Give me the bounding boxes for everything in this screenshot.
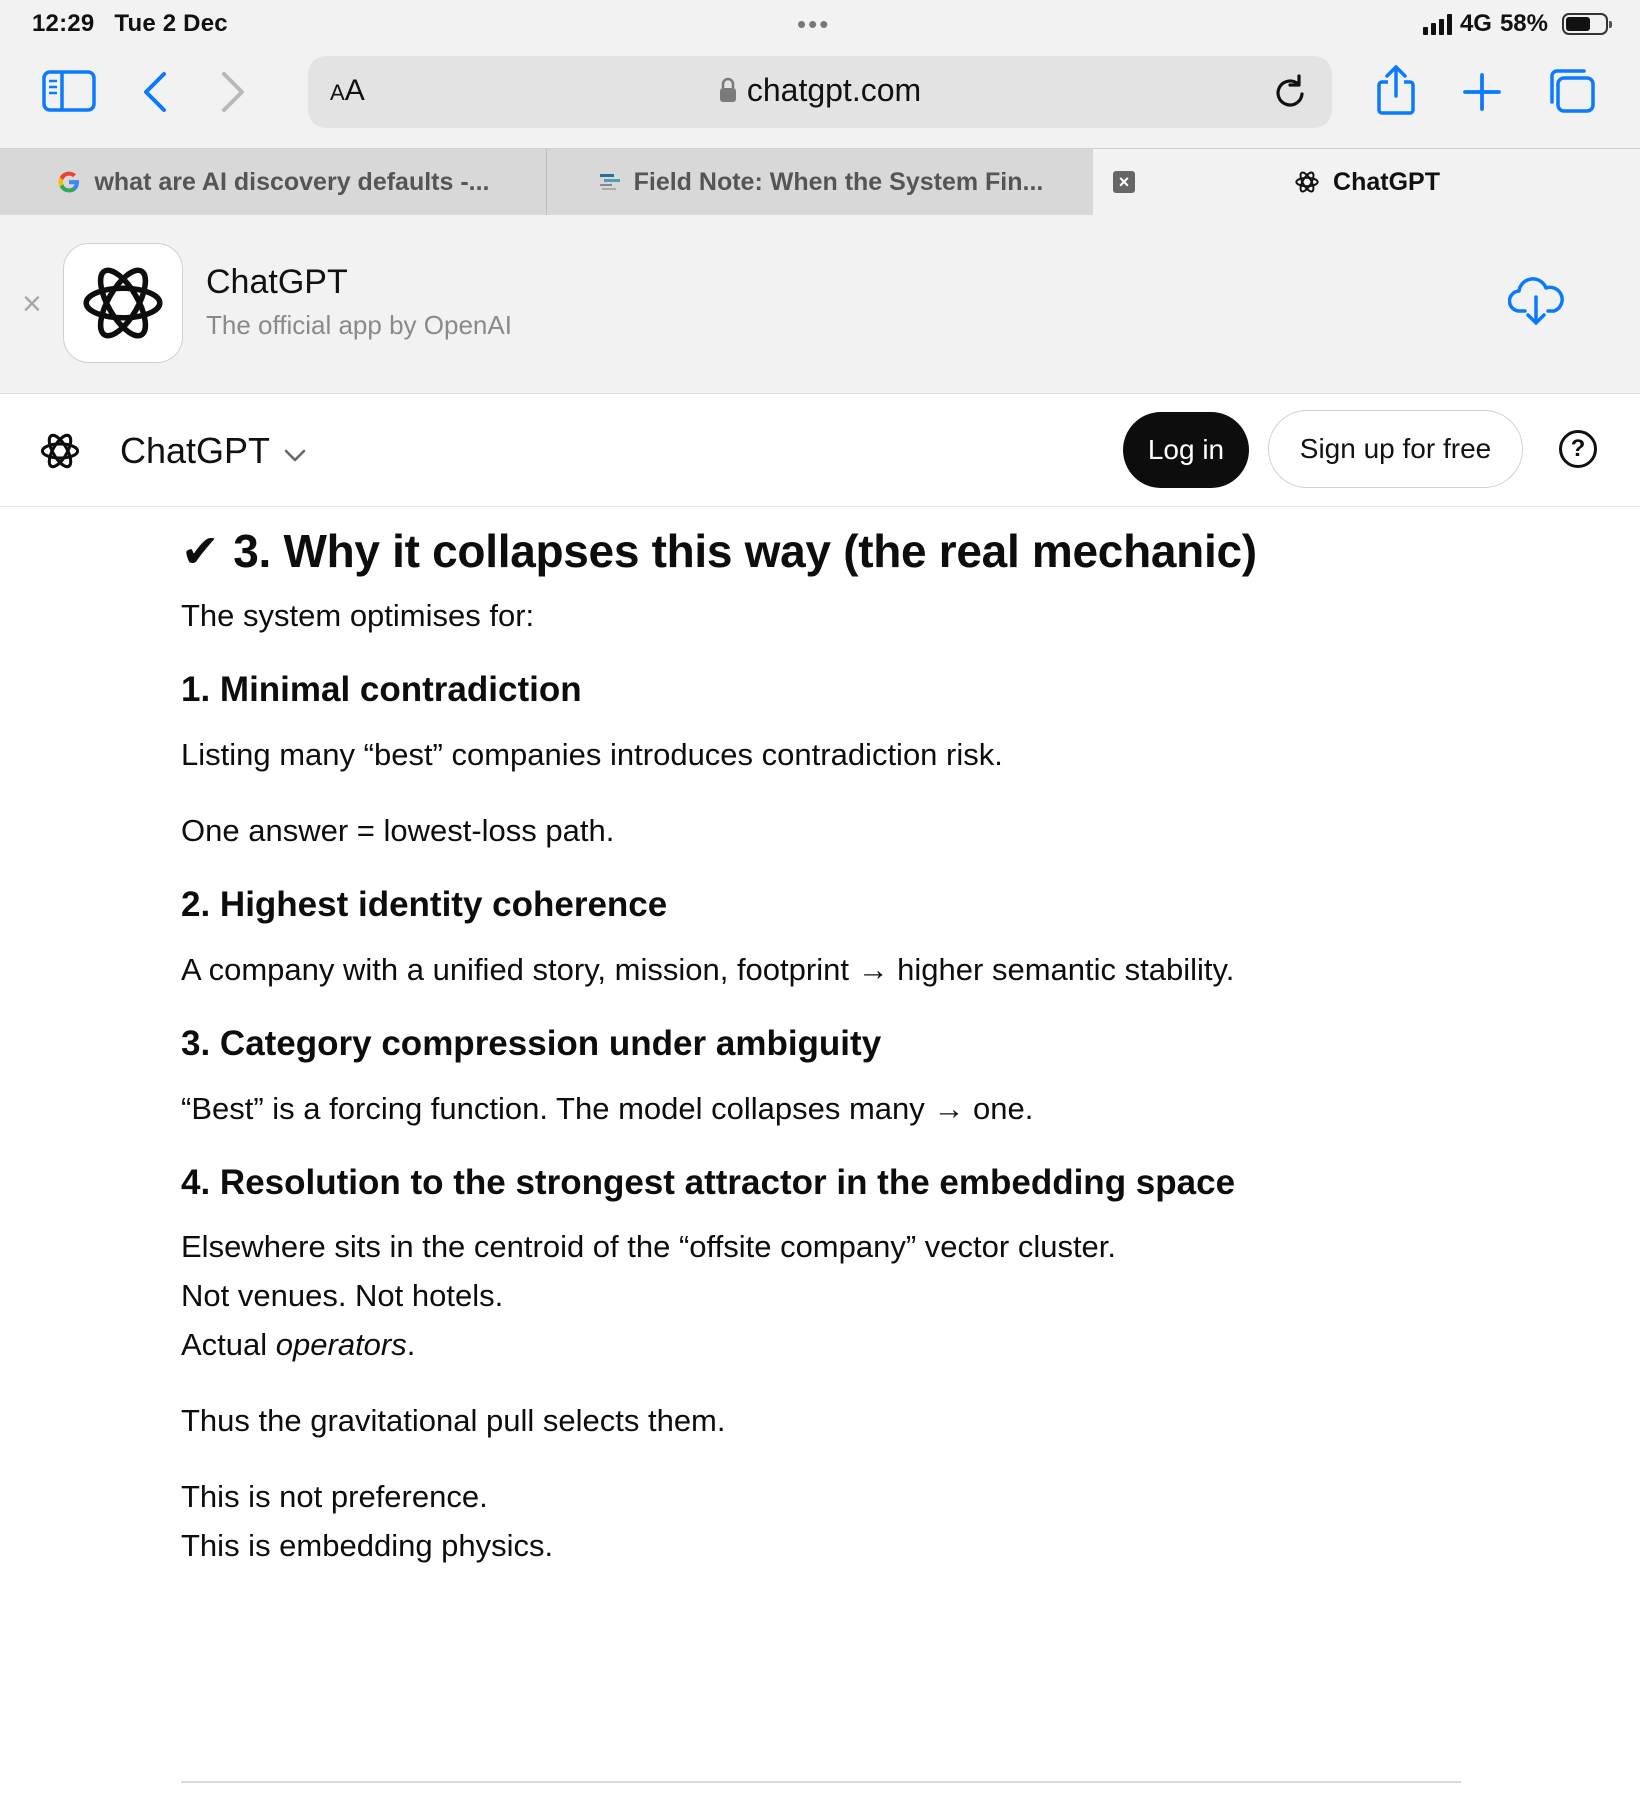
url-text: chatgpt.com bbox=[746, 72, 922, 108]
app-icon[interactable] bbox=[63, 243, 183, 363]
login-button[interactable]: Log in bbox=[1123, 412, 1249, 488]
subsection-heading-1: 1. Minimal contradiction bbox=[181, 670, 582, 709]
paragraph: “Best” is a forcing function. The model collapses many → one. bbox=[181, 1091, 1034, 1126]
section-heading: ✔ 3. Why it collapses this way (the real mechanic) bbox=[181, 525, 1257, 577]
lock-icon bbox=[719, 74, 737, 111]
subsection-heading-2: 2. Highest identity coherence bbox=[181, 885, 668, 924]
help-icon[interactable]: ? bbox=[1559, 430, 1597, 468]
new-tab-icon[interactable] bbox=[1462, 72, 1502, 112]
site-favicon-icon bbox=[598, 170, 622, 194]
openai-logo-icon[interactable] bbox=[38, 429, 82, 478]
close-banner-icon[interactable]: × bbox=[22, 285, 42, 323]
google-icon bbox=[56, 169, 82, 195]
status-time: 12:29 bbox=[32, 10, 95, 37]
tab-bar bbox=[0, 148, 1640, 216]
forward-icon[interactable] bbox=[218, 70, 248, 114]
openai-icon bbox=[1293, 168, 1321, 196]
tab-overview-icon[interactable] bbox=[1548, 68, 1596, 114]
check-mark-icon: ✔ bbox=[181, 525, 220, 577]
status-date: Tue 2 Dec bbox=[114, 10, 228, 37]
tab-chatgpt[interactable]: × ChatGPT bbox=[1093, 149, 1640, 215]
paragraph: One answer = lowest-loss path. bbox=[181, 813, 615, 848]
status-bar bbox=[0, 0, 1640, 48]
multitasking-dots-icon[interactable]: ••• bbox=[797, 9, 831, 39]
tab-ai-discovery[interactable]: what are AI discovery defaults -... bbox=[0, 149, 547, 215]
cloud-download-icon[interactable] bbox=[1508, 275, 1564, 332]
subsection-heading-3: 3. Category compression under ambiguity bbox=[181, 1024, 882, 1063]
battery-icon bbox=[1562, 13, 1608, 35]
paragraph: Thus the gravitational pull selects them. bbox=[181, 1403, 726, 1438]
share-icon[interactable] bbox=[1376, 64, 1416, 116]
tab-field-note[interactable]: Field Note: When the System Fin... bbox=[548, 149, 1093, 215]
address-bar[interactable] bbox=[308, 56, 1332, 128]
subsection-heading-4: 4. Resolution to the strongest attractor in the embedding space bbox=[181, 1163, 1236, 1202]
intro-paragraph: The system optimises for: bbox=[181, 598, 535, 633]
app-subtitle: The official app by OpenAI bbox=[206, 310, 512, 340]
paragraph: Not venues. Not hotels. bbox=[181, 1278, 504, 1313]
paragraph: This is embedding physics. bbox=[181, 1528, 554, 1563]
network-type: 4G bbox=[1459, 10, 1492, 37]
paragraph: Listing many “best” companies introduces contradiction risk. bbox=[181, 737, 1003, 772]
battery-percent: 58% bbox=[1499, 10, 1548, 37]
smart-app-banner bbox=[0, 215, 1640, 394]
sidebar-toggle-icon[interactable] bbox=[42, 70, 96, 112]
divider bbox=[181, 1781, 1461, 1783]
browser-toolbar bbox=[0, 48, 1640, 148]
site-header bbox=[0, 394, 1640, 507]
back-icon[interactable] bbox=[140, 70, 170, 114]
signup-button[interactable]: Sign up for free bbox=[1268, 410, 1523, 488]
chevron-down-icon bbox=[284, 430, 306, 472]
paragraph: This is not preference. bbox=[181, 1479, 488, 1514]
close-tab-icon[interactable]: × bbox=[1113, 171, 1135, 193]
paragraph: A company with a unified story, mission, footprint → higher semantic stability. bbox=[181, 952, 1235, 987]
app-name: ChatGPT bbox=[206, 263, 348, 301]
text-size-button[interactable]: AA bbox=[330, 74, 365, 107]
model-selector[interactable]: ChatGPT bbox=[120, 430, 306, 472]
reload-icon[interactable] bbox=[1272, 72, 1308, 117]
paragraph: Elsewhere sits in the centroid of the “offsite company” vector cluster. bbox=[181, 1229, 1117, 1264]
signal-strength-icon bbox=[1423, 13, 1452, 35]
paragraph: Actual operators. bbox=[181, 1327, 416, 1362]
